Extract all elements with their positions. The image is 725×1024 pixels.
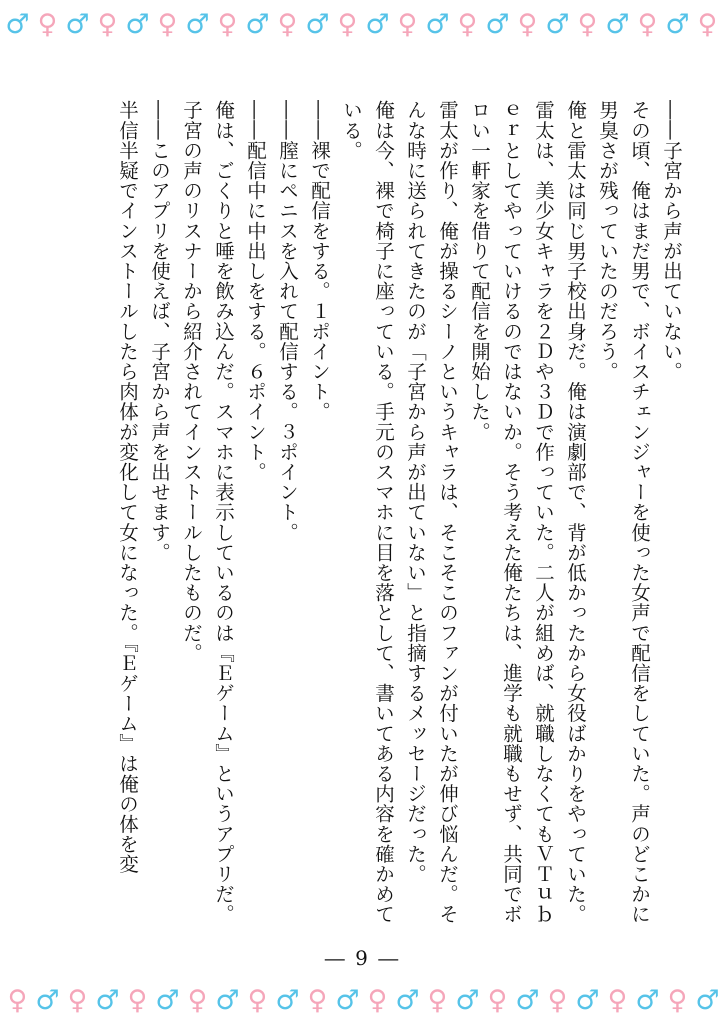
female-symbol-icon: ♀ xyxy=(637,8,658,40)
female-symbol-icon: ♀ xyxy=(337,8,358,40)
paragraph: 雷太が作り、俺が操るシーノというキャラは、そこそこのファンが付いたが伸び悩んだ。そんな時に送られてきたのが「子宮から声が出ていない」と指摘するメッセージだった。 xyxy=(404,100,459,925)
male-symbol-icon: ♂ xyxy=(605,8,630,40)
paragraph: 俺は、ごくりと唾を飲み込んだ。スマホに表示しているのは『Ｅゲーム』というアプリだ。子宮の声のリスナーから紹介されてインストールしたものだ。 xyxy=(180,100,235,925)
female-symbol-icon: ♀ xyxy=(127,984,148,1016)
female-symbol-icon: ♀ xyxy=(487,984,508,1016)
male-symbol-icon: ♂ xyxy=(485,8,510,40)
paragraph: ――子宮から声が出ていない。 xyxy=(660,100,683,382)
female-symbol-icon: ♀ xyxy=(307,984,328,1016)
male-symbol-icon: ♂ xyxy=(575,984,600,1016)
female-symbol-icon: ♀ xyxy=(397,8,418,40)
female-symbol-icon: ♀ xyxy=(457,8,478,40)
male-symbol-icon: ♂ xyxy=(395,984,420,1016)
female-symbol-icon: ♀ xyxy=(577,8,598,40)
female-symbol-icon: ♀ xyxy=(697,8,718,40)
female-symbol-icon: ♀ xyxy=(37,8,58,40)
male-symbol-icon: ♂ xyxy=(215,984,240,1016)
vertical-body-text xyxy=(111,100,687,930)
page-number: ― 9 ― xyxy=(324,946,401,970)
male-symbol-icon: ♂ xyxy=(665,8,690,40)
female-symbol-icon: ♀ xyxy=(547,984,568,1016)
female-symbol-icon: ♀ xyxy=(97,8,118,40)
female-symbol-icon: ♀ xyxy=(247,984,268,1016)
male-symbol-icon: ♂ xyxy=(455,984,480,1016)
top-gender-symbol-border xyxy=(0,2,725,46)
male-symbol-icon: ♂ xyxy=(365,8,390,40)
male-symbol-icon: ♂ xyxy=(275,984,300,1016)
paragraph: ――裸で配信をする。１ポイント。 xyxy=(308,100,331,422)
paragraph: ――膣にペニスを入れて配信する。３ポイント。 xyxy=(276,100,299,543)
paragraph: その頃、俺はまだ男で、ボイスチェンジャーを使った女声で配信をしていた。声のどこかに男臭さが残っていたのだろう。 xyxy=(596,100,651,925)
female-symbol-icon: ♀ xyxy=(667,984,688,1016)
male-symbol-icon: ♂ xyxy=(35,984,60,1016)
female-symbol-icon: ♀ xyxy=(157,8,178,40)
male-symbol-icon: ♂ xyxy=(635,984,660,1016)
male-symbol-icon: ♂ xyxy=(245,8,270,40)
female-symbol-icon: ♀ xyxy=(217,8,238,40)
male-symbol-icon: ♂ xyxy=(545,8,570,40)
male-symbol-icon: ♂ xyxy=(305,8,330,40)
male-symbol-icon: ♂ xyxy=(155,984,180,1016)
male-symbol-icon: ♂ xyxy=(65,8,90,40)
male-symbol-icon: ♂ xyxy=(125,8,150,40)
paragraph: 俺と雷太は同じ男子校出身だ。俺は演劇部で、背が低かったから女役ばかりをやっていた。雷太は、美少女キャラを２Ｄや３Ｄで作っていた。二人が組めば、就職しなくてもＶＴｕｂｅｒとしてやっていけるのではないか。そう考えた俺たちは、進学も就職もせず、共同でボロい一軒家を借りて配信を開始した。 xyxy=(468,100,587,925)
male-symbol-icon: ♂ xyxy=(695,984,720,1016)
female-symbol-icon: ♀ xyxy=(187,984,208,1016)
female-symbol-icon: ♀ xyxy=(607,984,628,1016)
male-symbol-icon: ♂ xyxy=(95,984,120,1016)
female-symbol-icon: ♀ xyxy=(427,984,448,1016)
paragraph: ――このアプリを使えば、子宮から声を出せます。 xyxy=(148,100,171,563)
male-symbol-icon: ♂ xyxy=(5,8,30,40)
female-symbol-icon: ♀ xyxy=(7,984,28,1016)
bottom-gender-symbol-border xyxy=(0,978,725,1022)
female-symbol-icon: ♀ xyxy=(277,8,298,40)
male-symbol-icon: ♂ xyxy=(185,8,210,40)
male-symbol-icon: ♂ xyxy=(515,984,540,1016)
female-symbol-icon: ♀ xyxy=(67,984,88,1016)
paragraph: 俺は今、裸で椅子に座っている。手元のスマホに目を落として、書いてある内容を確かめている。 xyxy=(340,100,395,925)
female-symbol-icon: ♀ xyxy=(367,984,388,1016)
paragraph: 半信半疑でインストールしたら肉体が変化して女になった。『Ｅゲーム』は俺の体を変 xyxy=(116,100,139,875)
male-symbol-icon: ♂ xyxy=(425,8,450,40)
male-symbol-icon: ♂ xyxy=(335,984,360,1016)
female-symbol-icon: ♀ xyxy=(517,8,538,40)
paragraph: ――配信中に中出しをする。６ポイント。 xyxy=(244,100,267,482)
